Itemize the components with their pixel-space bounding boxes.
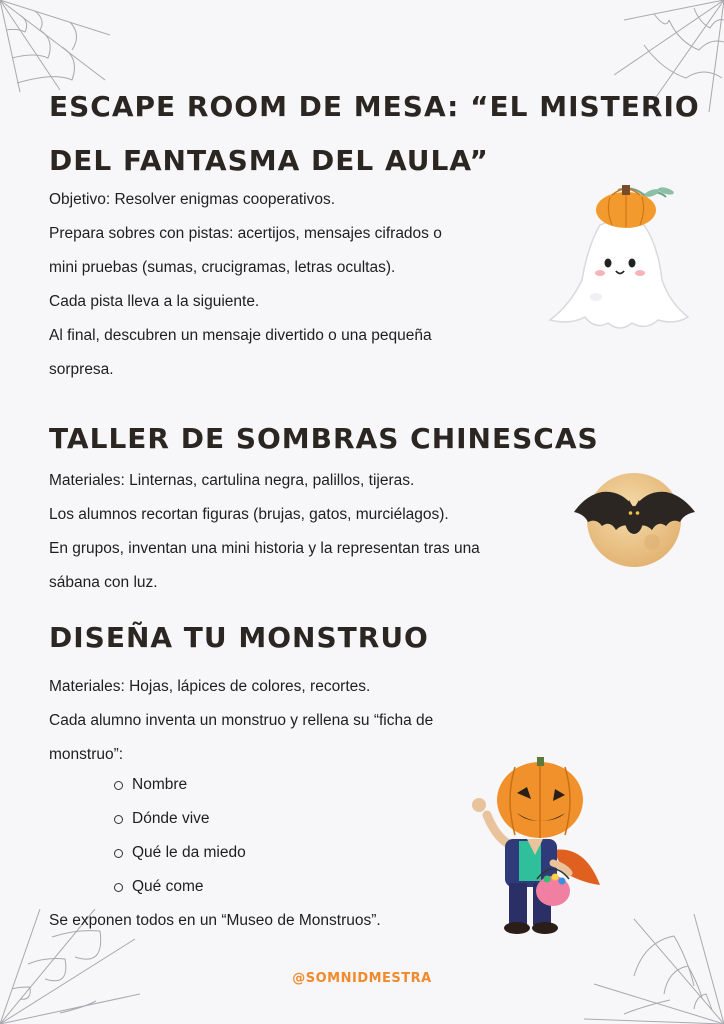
list-item-label: Dónde vive	[132, 810, 210, 827]
list-item	[112, 870, 246, 904]
bullet-circle-icon	[114, 781, 123, 790]
text-line: mini pruebas (sumas, crucigramas, letras ocultas).	[49, 259, 396, 276]
text-line: sábana con luz.	[49, 574, 158, 591]
bullet-circle-icon	[114, 849, 123, 858]
footer-handle: @SOMNIDMESTRA	[292, 971, 432, 986]
text-line: En grupos, inventan una mini historia y la representan tras una	[49, 540, 480, 557]
text-line: Prepara sobres con pistas: acertijos, mensajes cifrados o	[49, 225, 442, 242]
text-line: Cada pista lleva a la siguiente.	[49, 293, 260, 310]
list-item	[112, 768, 246, 802]
section-title-monstruo: DISEÑA TU MONSTRUO	[49, 621, 429, 654]
section-title-line-2: DEL FANTASMA DEL AULA”	[49, 144, 489, 177]
text-line: Materiales: Linternas, cartulina negra, palillos, tijeras.	[49, 472, 415, 489]
text-line: Los alumnos recortan figuras (brujas, gatos, murciélagos).	[49, 506, 449, 523]
bat-moon-icon	[572, 470, 697, 574]
section-title-escape-room	[49, 80, 700, 188]
list-item-label: Qué le da miedo	[132, 844, 246, 861]
text-line: Cada alumno inventa un monstruo y rellena su “ficha de	[49, 712, 434, 729]
monster-sheet-list	[112, 768, 246, 904]
text-line: sorpresa.	[49, 361, 114, 378]
bullet-circle-icon	[114, 815, 123, 824]
section-body-sombras	[49, 464, 568, 600]
ghost-with-pumpkin-icon	[540, 185, 695, 339]
list-item	[112, 836, 246, 870]
text-line: Al final, descubren un mensaje divertido o una pequeña	[49, 327, 432, 344]
text-line: Se exponen todos en un “Museo de Monstruos”.	[49, 912, 381, 929]
bullet-circle-icon	[114, 883, 123, 892]
list-item	[112, 802, 246, 836]
text-line: Materiales: Hojas, lápices de colores, recortes.	[49, 678, 371, 695]
section-title-sombras: TALLER DE SOMBRAS CHINESCAS	[49, 422, 599, 455]
text-line: monstruo”:	[49, 746, 124, 763]
section-body-escape-room	[49, 183, 533, 387]
list-item-label: Nombre	[132, 776, 188, 793]
list-item-label: Qué come	[132, 878, 204, 895]
section-title-line-1: ESCAPE ROOM DE MESA: “EL MISTERIO	[49, 90, 700, 123]
pumpkin-head-kid-icon	[465, 755, 615, 944]
text-line: Objetivo: Resolver enigmas cooperativos.	[49, 191, 336, 208]
